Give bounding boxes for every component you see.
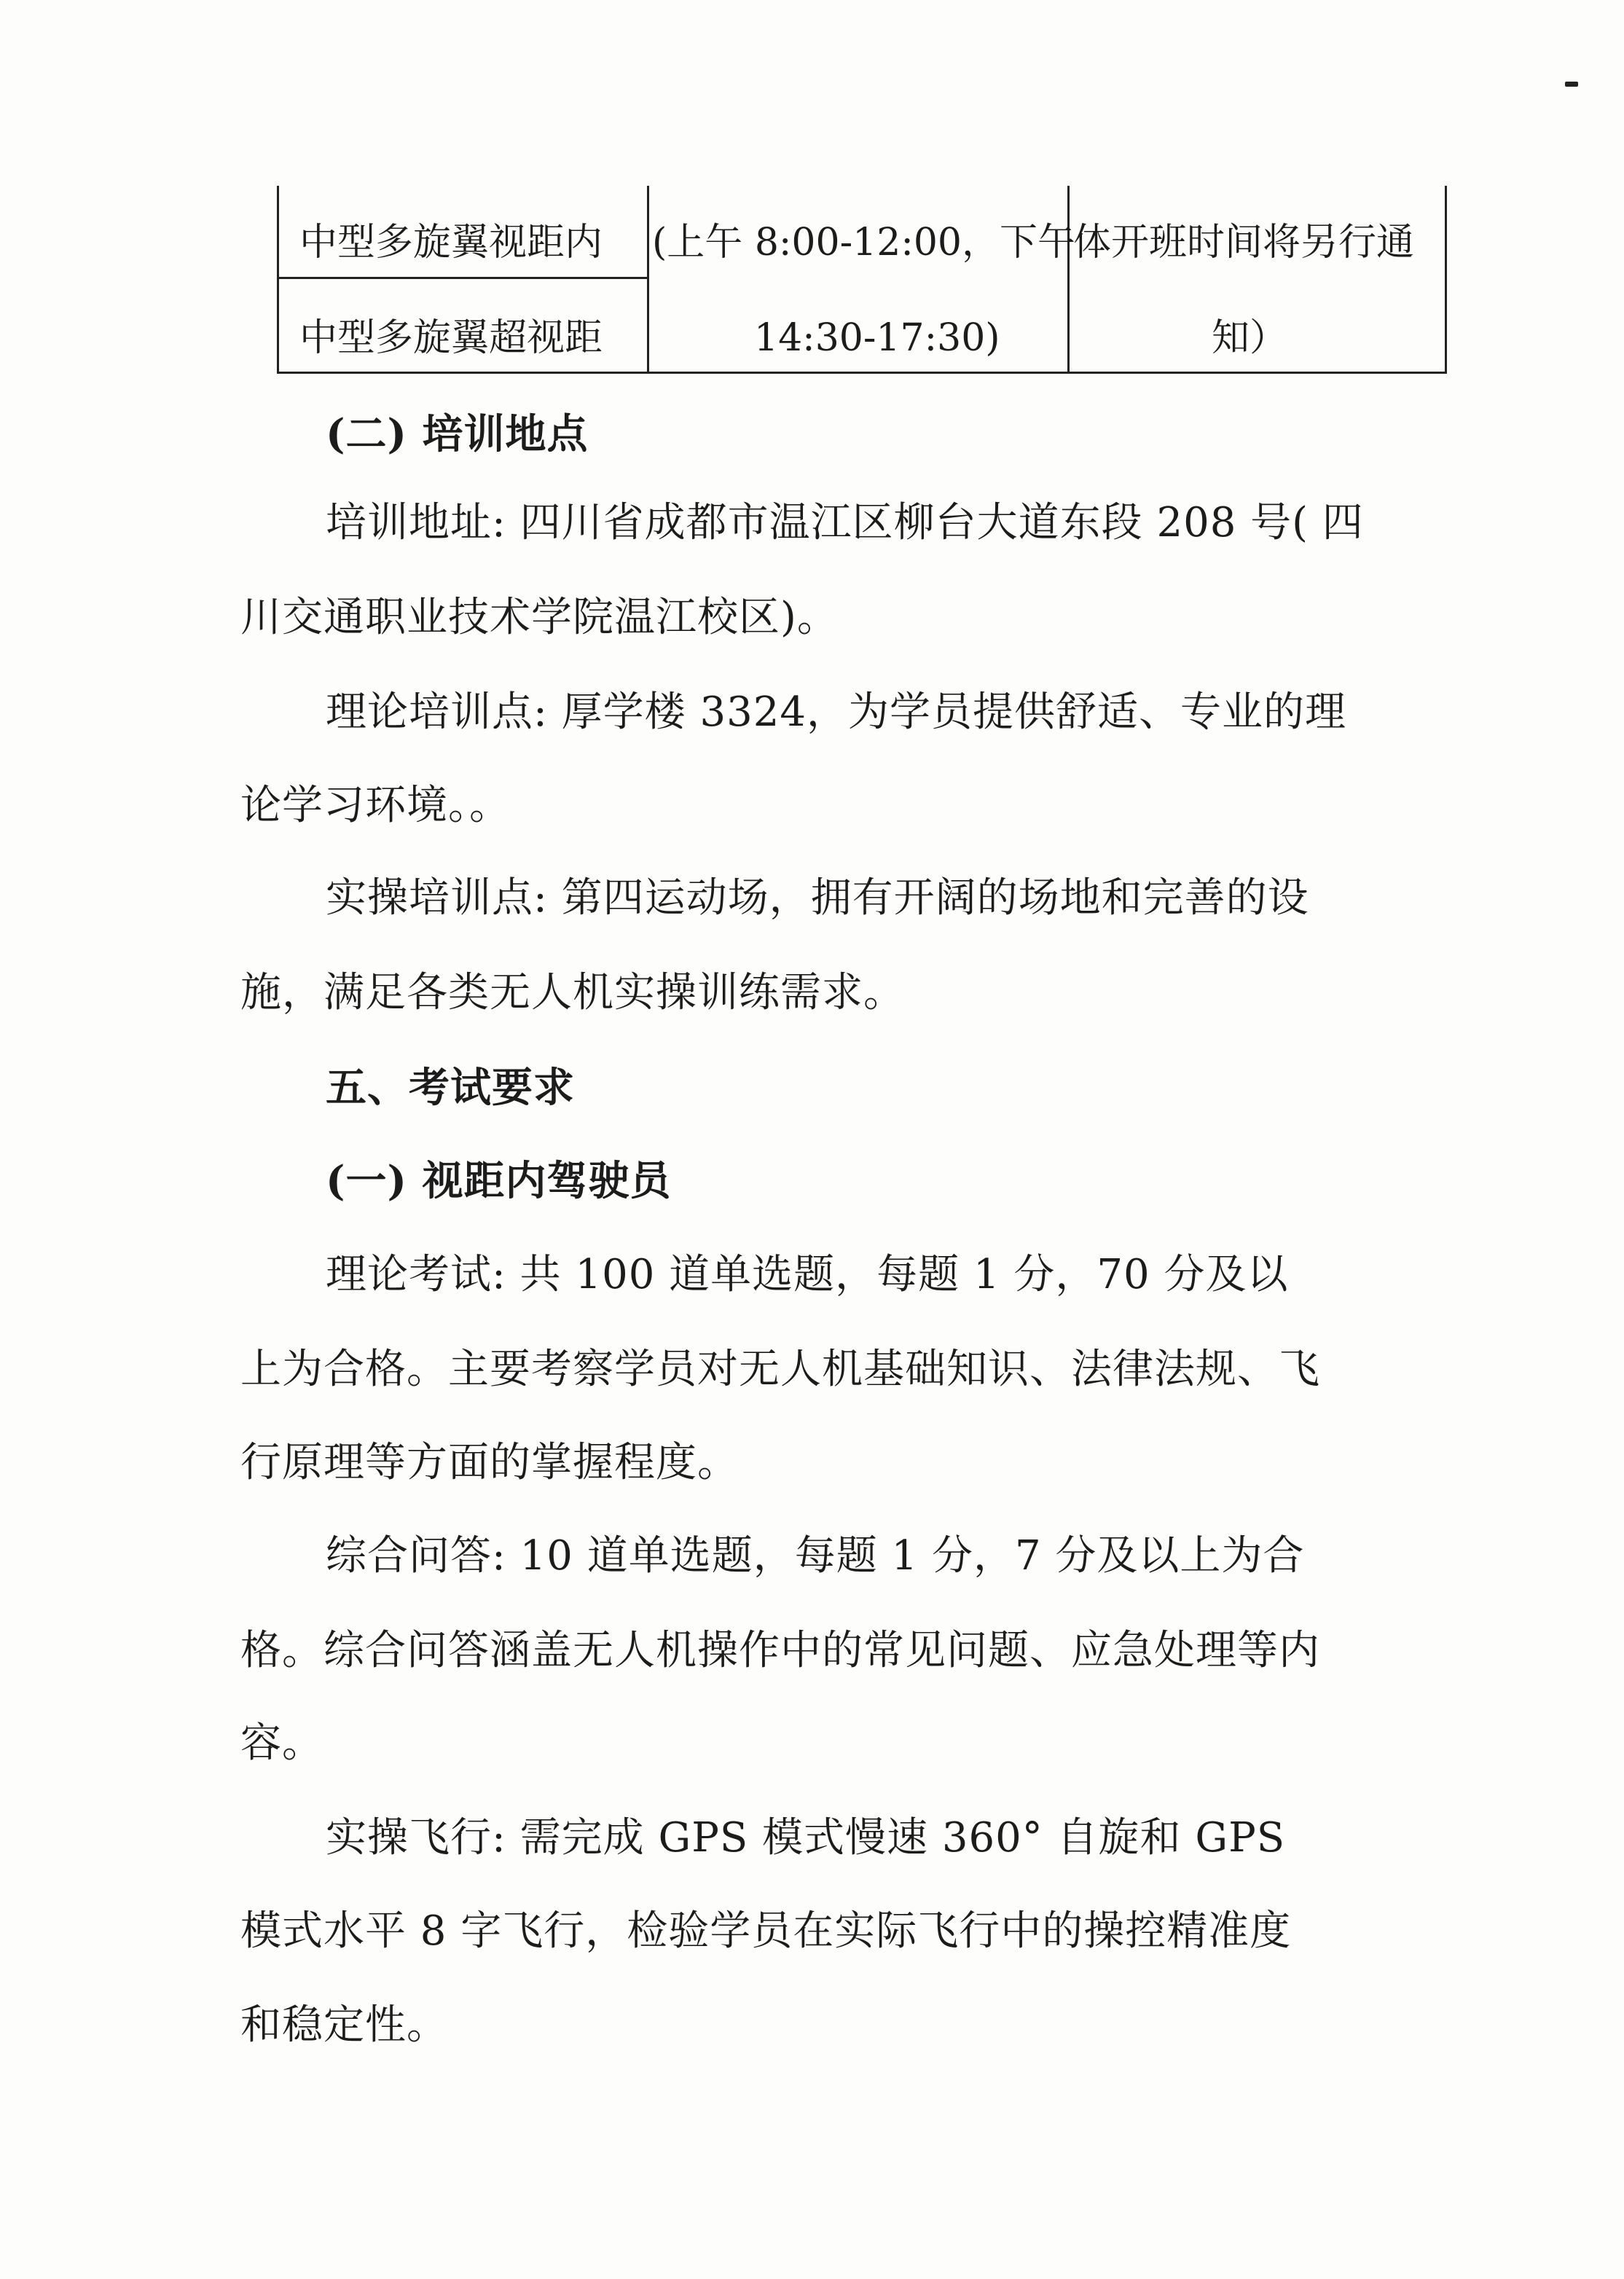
- paragraph-line: 模式水平 8 字飞行，检验学员在实际飞行中的操控精准度: [240, 1907, 1292, 1955]
- section-heading-exam: 五、考试要求: [326, 1064, 575, 1112]
- scan-mark: [1565, 82, 1578, 87]
- paragraph-line: 行原理等方面的掌握程度。: [240, 1439, 739, 1486]
- paragraph-line: 实操培训点: 第四运动场，拥有开阔的场地和完善的设: [326, 874, 1309, 922]
- paragraph-line: 容。: [240, 1719, 323, 1767]
- paragraph-line: 格。综合问答涵盖无人机操作中的常见问题、应急处理等内: [240, 1627, 1320, 1674]
- paragraph-line: 川交通职业技术学院温江校区)。: [240, 594, 839, 641]
- paragraph-line: 和稳定性。: [240, 2001, 448, 2049]
- table-cell-type: 中型多旋翼超视距: [299, 316, 603, 360]
- paragraph-line: 施，满足各类无人机实操训练需求。: [240, 969, 905, 1016]
- paragraph-line: 实操飞行: 需完成 GPS 模式慢速 360° 自旋和 GPS: [326, 1814, 1286, 1862]
- paragraph-line: 理论培训点: 厚学楼 3324，为学员提供舒适、专业的理: [326, 689, 1346, 736]
- table-divider: [647, 186, 649, 372]
- table-cell-note: 知）: [1212, 316, 1288, 360]
- subsection-heading: (一) 视距内驾驶员: [326, 1157, 672, 1205]
- table-row-divider: [279, 277, 647, 279]
- table-cell-time: (上午 8:00-12:00，下午: [652, 221, 1076, 264]
- paragraph-line: 综合问答: 10 道单选题，每题 1 分，7 分及以上为合: [326, 1532, 1305, 1580]
- schedule-table: [277, 186, 1447, 374]
- paragraph-line: 培训地址: 四川省成都市温江区柳台大道东段 208 号( 四: [326, 499, 1364, 546]
- paragraph-line: 理论考试: 共 100 道单选题，每题 1 分，70 分及以: [326, 1251, 1289, 1298]
- table-cell-time: 14:30-17:30): [754, 316, 1000, 360]
- paragraph-line: 论学习环境。。: [240, 782, 511, 829]
- table-divider: [1067, 186, 1070, 372]
- table-cell-type: 中型多旋翼视距内: [299, 221, 603, 264]
- paragraph-line: 上为合格。主要考察学员对无人机基础知识、法律法规、飞: [240, 1346, 1320, 1393]
- table-cell-note: 体开班时间将另行通: [1073, 221, 1415, 264]
- section-heading-location: (二) 培训地点: [326, 410, 589, 458]
